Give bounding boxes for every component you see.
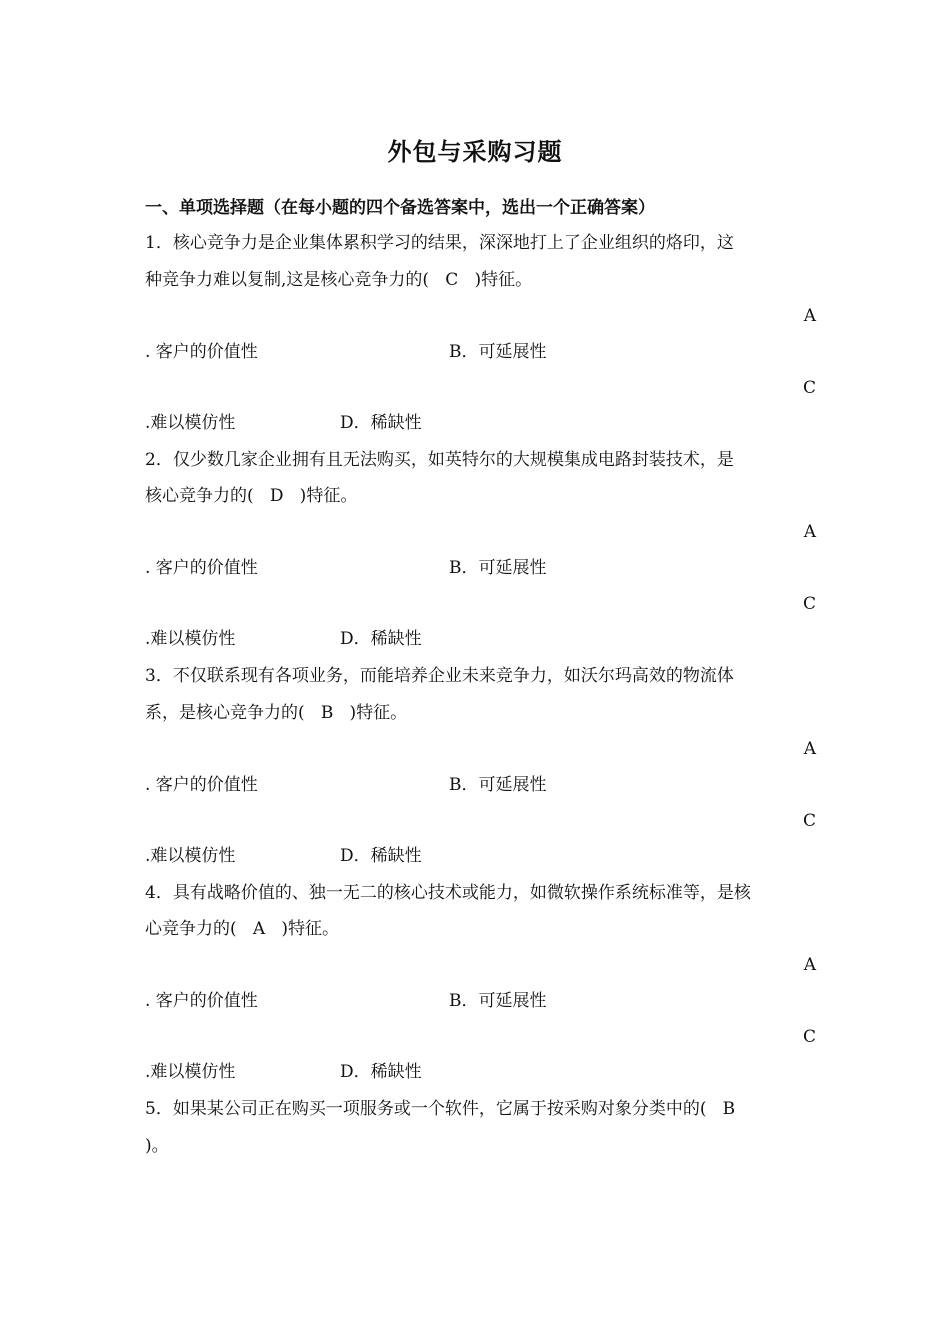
question-1-mark-c: C — [802, 378, 816, 398]
question-4-option-d: D．稀缺性 — [340, 1062, 422, 1082]
question-5-stem-line1: 5．如果某公司正在购买一项服务或一个软件，它属于按采购对象分类中的( B — [145, 1099, 736, 1119]
question-4-option-a: . 客户的价值性 — [145, 991, 258, 1011]
question-2-stem-line1: 2．仅少数几家企业拥有且无法购买，如英特尔的大规模集成电路封装技术，是 — [145, 450, 734, 470]
question-2-mark-c: C — [802, 594, 816, 614]
question-4-option-b: B．可延展性 — [449, 991, 547, 1011]
question-3-option-d: D．稀缺性 — [340, 846, 422, 866]
question-1-option-d: D．稀缺性 — [340, 413, 422, 433]
question-1-mark-a: A — [803, 306, 816, 326]
question-4-option-c: .难以模仿性 — [145, 1062, 236, 1082]
question-1-option-c: .难以模仿性 — [145, 413, 236, 433]
question-3-option-c: .难以模仿性 — [145, 846, 236, 866]
question-3-mark-c: C — [802, 811, 816, 831]
question-3-stem-line2: 系，是核心竞争力的( B )特征。 — [145, 703, 408, 723]
question-1-option-b: B．可延展性 — [449, 342, 547, 362]
question-4-mark-c: C — [802, 1027, 816, 1047]
question-2-option-c: .难以模仿性 — [145, 629, 236, 649]
question-2-option-a: . 客户的价值性 — [145, 558, 258, 578]
question-1-stem-line1: 1．核心竞争力是企业集体累积学习的结果，深深地打上了企业组织的烙印，这 — [145, 233, 734, 253]
question-2-stem-line2: 核心竞争力的( D )特征。 — [145, 486, 358, 506]
section-heading: 一、单项选择题（在每小题的四个备选答案中，选出一个正确答案） — [145, 198, 655, 218]
question-4-stem-line2: 心竞争力的( A )特征。 — [145, 919, 339, 939]
question-3-option-a: . 客户的价值性 — [145, 775, 258, 795]
question-4-stem-line1: 4．具有战略价值的、独一无二的核心技术或能力，如微软操作系统标准等，是核 — [145, 883, 751, 903]
question-2-option-d: D．稀缺性 — [340, 629, 422, 649]
question-3-option-b: B．可延展性 — [449, 775, 547, 795]
page-title: 外包与采购习题 — [387, 137, 563, 166]
question-5-stem-line2: )。 — [145, 1136, 169, 1156]
question-2-mark-a: A — [803, 522, 816, 542]
question-2-option-b: B．可延展性 — [449, 558, 547, 578]
question-4-mark-a: A — [803, 955, 816, 975]
question-1-stem-line2: 种竞争力难以复制,这是核心竞争力的( C )特征。 — [145, 270, 533, 290]
question-3-mark-a: A — [803, 739, 816, 759]
question-1-option-a: . 客户的价值性 — [145, 342, 258, 362]
question-3-stem-line1: 3．不仅联系现有各项业务，而能培养企业未来竞争力，如沃尔玛高效的物流体 — [145, 666, 734, 686]
